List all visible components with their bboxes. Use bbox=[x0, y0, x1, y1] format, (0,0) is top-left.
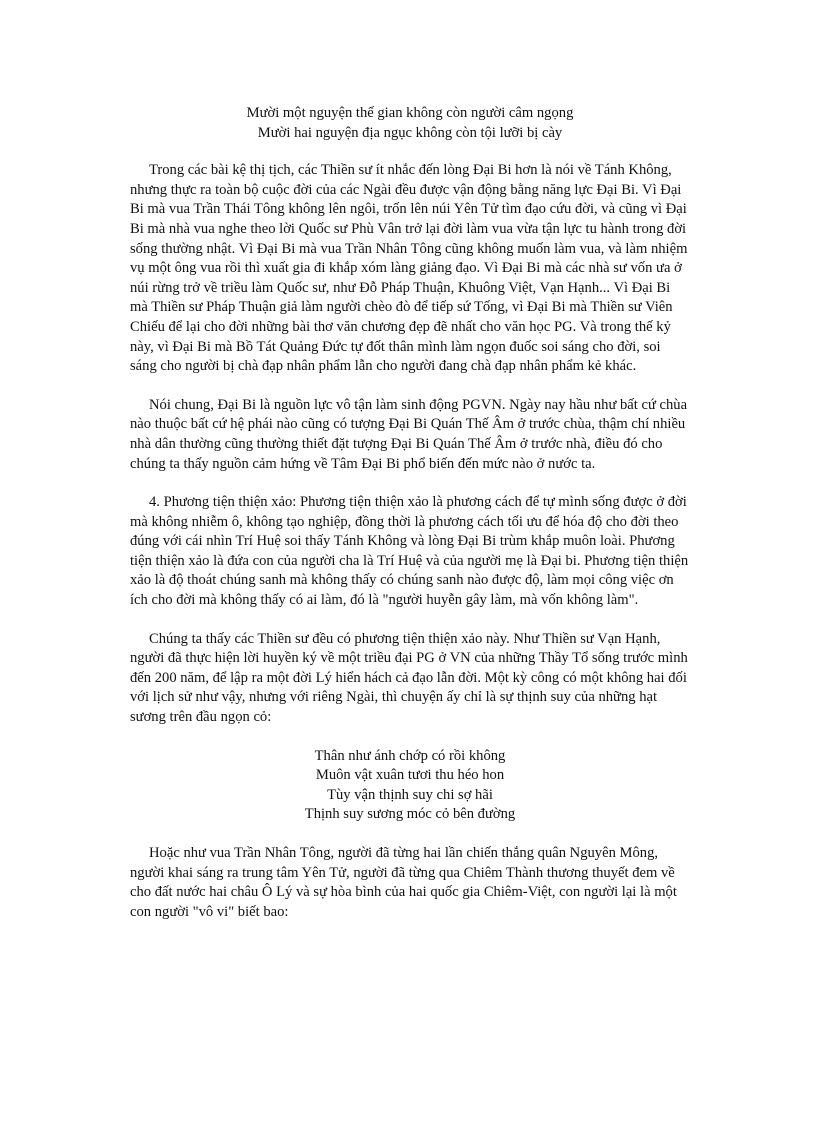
verse-line: Muôn vật xuân tươi thu héo hon bbox=[315, 767, 505, 784]
document-page bbox=[130, 104, 690, 941]
poem-verse bbox=[130, 747, 690, 825]
paragraph-van-hanh: Chúng ta thấy các Thiền sư đều có phương tiện thiện xảo này. Như Thiền sư Vạn Hạnh, người đã thực hiện lời huyền ký về một triều đại PG ở VN của những Thầy Tổ sống trước mình đến 200 năm, để lập ra một đời Lý hiển hách cả đạo lẫn đời. Một kỳ công có một không hai đối với lịch sử như vậy, nhưng với riêng Ngài, thì chuyện ấy chỉ là sự thịnh suy của những hạt sương trên đầu ngọn cỏ: bbox=[130, 630, 688, 726]
verse-line: Mười một nguyện thế gian không còn người câm ngọng bbox=[246, 105, 574, 121]
paragraph-phuong-tien: 4. Phương tiện thiện xảo: Phương tiện thiện xảo là phương cách để tự mình sống được ở đời mà không nhiễm ô, không tạo nghiệp, đồng thời là phương cách tối ưu để hóa độ cho đời theo đúng với cái nhìn Trí Huệ soi thấy Tánh Không và lòng Đại Bi trùm khắp muôn loài. Phương tiện thiện xảo là đứa con của người cha là Trí Huệ và của người mẹ là Đại bi. Phương tiện thiện xảo là độ thoát chúng sanh mà không thấy có chúng sanh nào được độ, làm mọi công việc ơn ích cho đời mà không thấy có ai làm, đó là "người huyễn gây làm, mà vốn không làm". bbox=[130, 494, 689, 609]
paragraph-summary: Nói chung, Đại Bi là nguồn lực vô tận làm sinh động PGVN. Ngày nay hầu như bất cứ chùa nào thuộc bất cứ hệ phái nào cũng có tượng Đại Bi Quán Thế Âm ở trước chùa, thậm chí nhiều nhà dân thường cũng thường thiết đặt tượng Đại Bi Quán Thế Âm ở trước nhà, điều đó cho chúng ta thấy nguồn cảm hứng về Tâm Đại Bi phổ biến đến mức nào ở nước ta. bbox=[130, 396, 688, 472]
paragraph-nhan-tong: Hoặc như vua Trần Nhân Tông, người đã từng hai lần chiến thắng quân Nguyên Mông, người khai sáng ra trung tâm Yên Tử, người đã từng qua Chiêm Thành thương thuyết đem về cho đất nước hai châu Ô Lý và sự hòa bình của hai quốc gia Chiêm-Việt, con người lại là một con người "vô vi" biết bao: bbox=[130, 845, 677, 920]
verse-line: Tùy vận thịnh suy chi sợ hãi bbox=[327, 786, 493, 803]
verse-line: Mười hai nguyện địa ngục không còn tội lưỡi bị cày bbox=[257, 124, 563, 141]
verse-line: Thịnh suy sương móc cỏ bên đường bbox=[304, 806, 516, 823]
verse-line: Thân như ánh chớp có rồi không bbox=[314, 747, 506, 764]
paragraph-dai-bi: Trong các bài kệ thị tịch, các Thiền sư ít nhắc đến lòng Đại Bi hơn là nói về Tánh Không, nhưng thực ra toàn bộ cuộc đời của các Ngài đều được vận động bằng năng lực Đại Bi. Vì Đại Bi mà vua Trần Thái Tông không lên ngôi, trốn lên núi Yên Tử tìm đạo cứu đời, và cũng vì Đại Bi mà nhà vua nghe theo lời Quốc sư Phù Vân trở lại đời làm vua vừa tận lực tu hành trong đời sống thường nhật. Vì Đại Bi mà vua Trần Nhân Tông cũng không muốn làm vua, và làm nhiệm vụ một ông vua rồi thì xuất gia đi khắp xóm làng giảng đạo. Vì Đại Bi mà các nhà sư vốn ưa ở núi rừng trở về triều làm Quốc sư, như Đỗ Pháp Thuận, Khuông Việt, Vạn Hạnh... Vì Đại Bi mà Thiền sư Pháp Thuận giả làm người chèo đò để tiếp sứ Tống, vì Đại Bi mà Thiền sư Viên Chiếu để lại cho đời những bài thơ văn chương đẹp đẽ nhất cho văn học PG. Và trong thế kỷ này, vì Đại Bi mà Bồ Tát Quảng Đức tự đốt thân mình làm ngọn đuốc soi sáng cho đời, soi sáng cho người bị chà đạp nhân phẩm lẫn cho người đang chà đạp nhân phẩm kẻ khác. bbox=[130, 162, 688, 375]
opening-verse bbox=[130, 104, 690, 143]
